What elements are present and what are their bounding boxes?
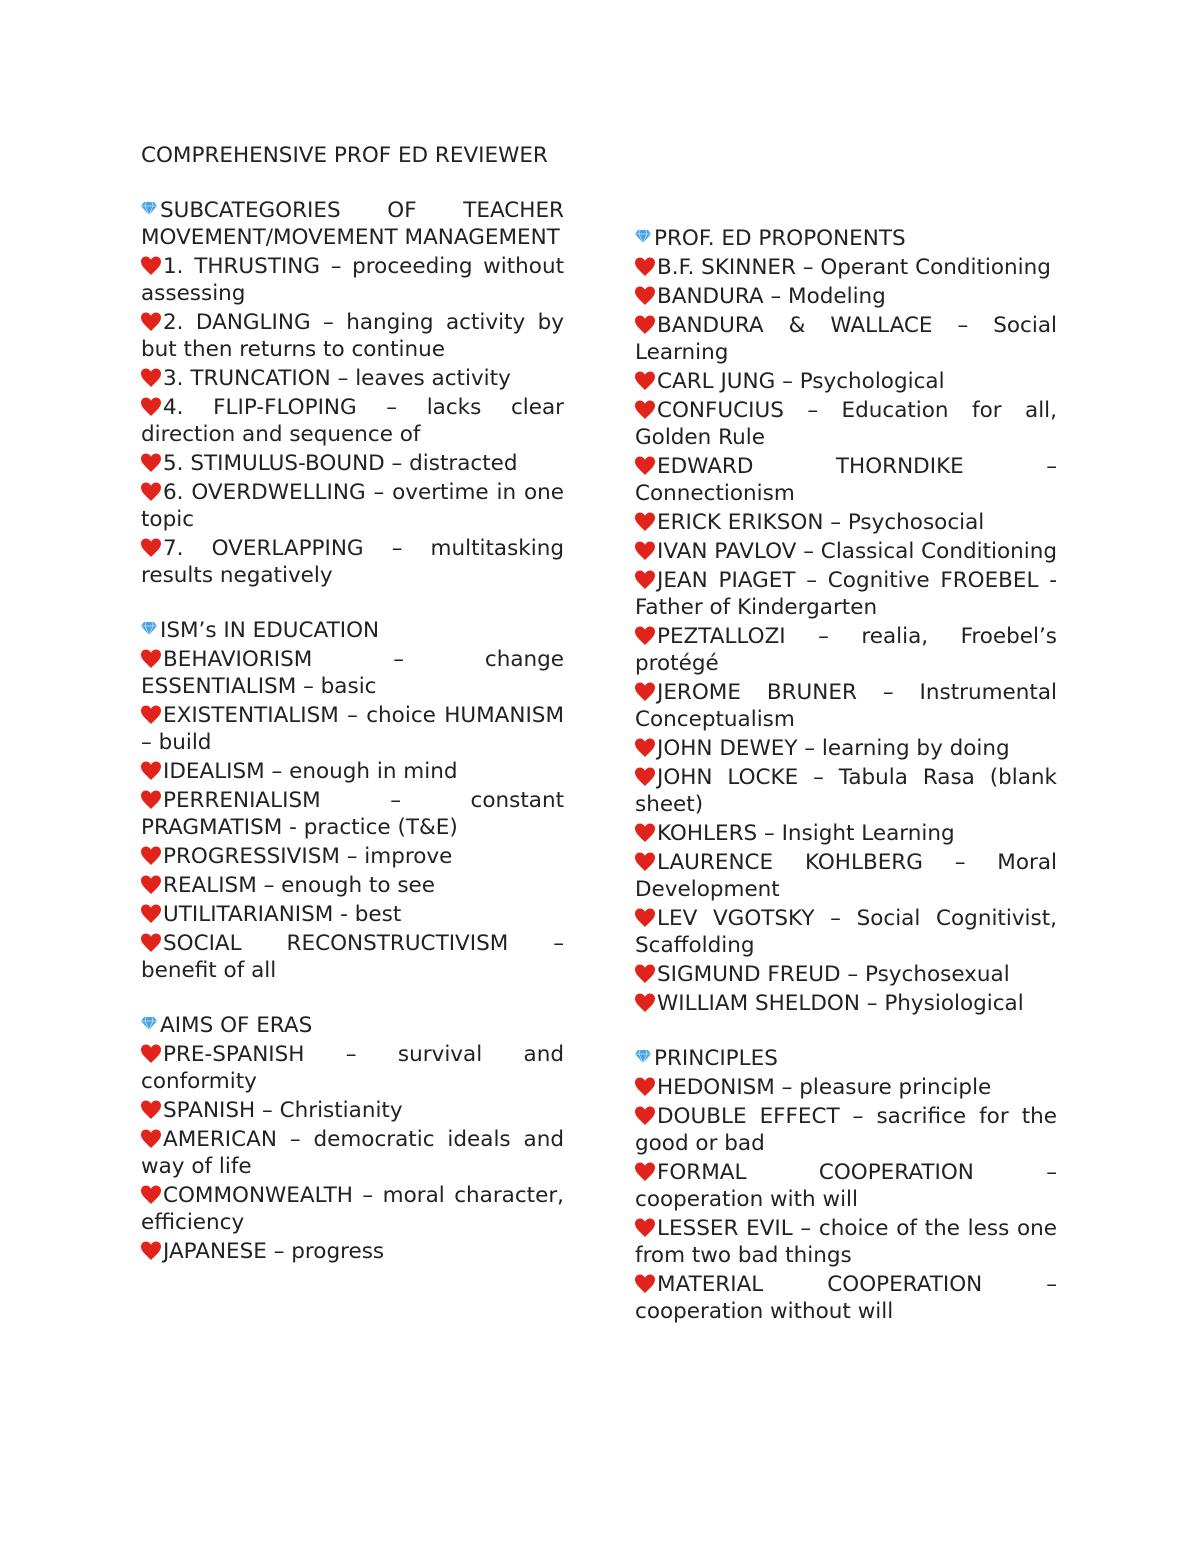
list-item-text: CONFUCIUS – Education for all, Golden Rule [635,398,1057,450]
list-item [635,820,1057,847]
list-item [635,453,1057,507]
list-item-text: KOHLERS – Insight Learning [657,821,955,846]
heart-icon [635,993,655,1013]
heart-icon [141,453,161,473]
heart-icon [635,823,655,843]
list-item [141,1097,564,1124]
list-item-text: DOUBLE EFFECT – sacrifice for the good or bad [635,1104,1057,1156]
list-item-text: PRE-SPANISH – survival and conformity [141,1042,564,1094]
list-item-text: ERICK ERIKSON – Psychosocial [657,510,985,535]
list-item [635,990,1057,1017]
list-item-text: EXISTENTIALISM – choice HUMANISM – build [141,703,564,755]
section-heading [635,1045,1057,1072]
list-item [635,312,1057,366]
diamond-icon [635,230,651,243]
list-item [141,930,564,984]
heart-icon [635,1106,655,1126]
heart-icon [635,1077,655,1097]
heart-icon [141,312,161,332]
list-item [141,702,564,756]
list-item [141,365,564,392]
list-item-text: SPANISH – Christianity [163,1098,403,1123]
heart-icon [141,790,161,810]
list-item [635,764,1057,818]
heart-icon [635,767,655,787]
heart-icon [141,1100,161,1120]
diamond-icon [141,622,157,635]
heart-icon [141,933,161,953]
heart-icon [635,315,655,335]
list-item-text: JEROME BRUNER – Instrumental Conceptualism [635,680,1057,732]
list-item [635,905,1057,959]
heart-icon [635,400,655,420]
heart-icon [635,682,655,702]
list-item [635,567,1057,621]
section-heading-text: SUBCATEGORIES OF TEACHER MOVEMENT/MOVEMENT MANAGEMENT [141,198,564,250]
list-item [635,283,1057,310]
heart-icon [141,904,161,924]
section-heading [141,1012,564,1039]
list-item [635,397,1057,451]
list-item-text: JOHN DEWEY – learning by doing [657,736,1010,761]
heart-icon [141,1129,161,1149]
list-item-text: MATERIAL COOPERATION – cooperation without will [635,1272,1057,1324]
heart-icon [635,852,655,872]
list-item [635,849,1057,903]
section-heading [635,225,1057,252]
diamond-icon [141,202,157,215]
diamond-icon [635,1050,651,1063]
list-item [635,1215,1057,1269]
list-item-text: IDEALISM – enough in mind [163,759,458,784]
heart-icon [141,705,161,725]
section-left-2 [141,1012,564,1265]
section-heading [141,617,564,644]
list-item [141,901,564,928]
list-item-text: BEHAVIORISM – change ESSENTIALISM – basic [141,647,564,699]
heart-icon [141,649,161,669]
section-heading-text: ISM’s IN EDUCATION [160,618,380,643]
list-item-text: LAURENCE KOHLBERG – Moral Development [635,850,1057,902]
list-item-text: BANDURA – Modeling [657,284,886,309]
list-item-text: PROGRESSIVISM – improve [163,844,453,869]
list-item [635,1159,1057,1213]
section-left-0 [141,197,564,589]
list-item [141,450,564,477]
list-item [635,623,1057,677]
list-item-text: EDWARD THORNDIKE – Connectionism [635,454,1057,506]
right-column [635,223,1057,1353]
heart-icon [141,368,161,388]
list-item [635,538,1057,565]
list-item-text: LESSER EVIL – choice of the less one from two bad things [635,1216,1057,1268]
heart-icon [635,371,655,391]
heart-icon [635,456,655,476]
heart-icon [635,1218,655,1238]
list-item-text: 5. STIMULUS-BOUND – distracted [163,451,518,476]
list-item [635,961,1057,988]
list-item-text: 1. THRUSTING – proceeding without assessing [141,254,564,306]
heart-icon [141,538,161,558]
section-heading-text: PRINCIPLES [654,1046,778,1071]
list-item-text: 3. TRUNCATION – leaves activity [163,366,511,391]
section-heading-text: PROF. ED PROPONENTS [654,226,906,251]
heart-icon [141,1241,161,1261]
list-item-text: JEAN PIAGET – Cognitive FROEBEL - Father of Kindergarten [635,568,1057,620]
list-item [635,1074,1057,1101]
list-item [635,368,1057,395]
heart-icon [141,875,161,895]
heart-icon [141,846,161,866]
list-item-text: WILLIAM SHELDON – Physiological [657,991,1024,1016]
heart-icon [635,908,655,928]
section-left-1 [141,617,564,984]
list-item-text: 4. FLIP-FLOPING – lacks clear direction and sequence of [141,395,564,447]
document-title: COMPREHENSIVE PROF ED REVIEWER [141,143,548,168]
list-item-text: JAPANESE – progress [163,1239,385,1264]
list-item-text: CARL JUNG – Psychological [657,369,945,394]
list-item-text: 7. OVERLAPPING – multitasking results negatively [141,536,564,588]
list-item [141,872,564,899]
list-item [141,253,564,307]
list-item [635,254,1057,281]
list-item [141,843,564,870]
list-item [635,509,1057,536]
heart-icon [635,541,655,561]
list-item-text: BANDURA & WALLACE – Social Learning [635,313,1057,365]
section-heading-text: AIMS OF ERAS [160,1013,313,1038]
list-item [635,735,1057,762]
list-item-text: PEZTALLOZI – realia, Froebel’s protégé [635,624,1057,676]
list-item-text: JOHN LOCKE – Tabula Rasa (blank sheet) [635,765,1057,817]
list-item [141,479,564,533]
heart-icon [141,397,161,417]
list-item [635,1103,1057,1157]
heart-icon [635,257,655,277]
diamond-icon [141,1017,157,1030]
list-item [635,679,1057,733]
heart-icon [635,512,655,532]
list-item-text: AMERICAN – democratic ideals and way of life [141,1127,564,1179]
heart-icon [635,286,655,306]
heart-icon [141,482,161,502]
list-item-text: REALISM – enough to see [163,873,435,898]
list-item [141,1182,564,1236]
heart-icon [635,1274,655,1294]
list-item [141,394,564,448]
list-item [141,1126,564,1180]
list-item-text: SIGMUND FREUD – Psychosexual [657,962,1010,987]
list-item-text: 6. OVERDWELLING – overtime in one topic [141,480,564,532]
heart-icon [141,256,161,276]
list-item [141,309,564,363]
list-item [635,1271,1057,1325]
heart-icon [141,1185,161,1205]
list-item-text: IVAN PAVLOV – Classical Conditioning [657,539,1057,564]
heart-icon [635,964,655,984]
list-item-text: FORMAL COOPERATION – cooperation with will [635,1160,1057,1212]
left-column [141,142,564,1293]
heart-icon [635,738,655,758]
list-item-text: 2. DANGLING – hanging activity by but then returns to continue [141,310,564,362]
list-item [141,787,564,841]
section-heading [141,197,564,251]
list-item [141,1041,564,1095]
section-right-0 [635,225,1057,1017]
heart-icon [141,1044,161,1064]
heart-icon [635,626,655,646]
section-right-1 [635,1045,1057,1325]
heart-icon [635,1162,655,1182]
list-item [141,1238,564,1265]
list-item-text: PERRENIALISM – constant PRAGMATISM - practice (T&E) [141,788,564,840]
list-item-text: LEV VGOTSKY – Social Cognitivist, Scaffolding [635,906,1057,958]
list-item-text: HEDONISM – pleasure principle [657,1075,992,1100]
list-item [141,646,564,700]
list-item-text: UTILITARIANISM - best [163,902,402,927]
heart-icon [141,761,161,781]
list-item [141,535,564,589]
list-item-text: SOCIAL RECONSTRUCTIVISM – benefit of all [141,931,564,983]
list-item-text: B.F. SKINNER – Operant Conditioning [657,255,1051,280]
list-item-text: COMMONWEALTH – moral character, efficiency [141,1183,564,1235]
heart-icon [635,570,655,590]
list-item [141,758,564,785]
